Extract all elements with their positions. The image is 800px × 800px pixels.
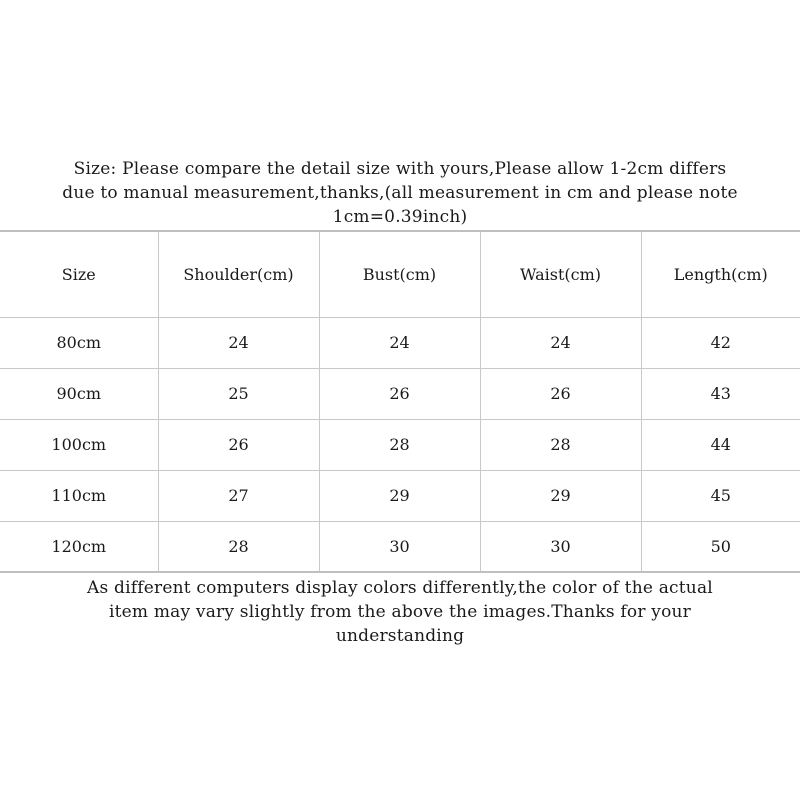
color-disclaimer-note [0, 576, 800, 648]
cell-bust: 29 [319, 470, 480, 521]
cell-waist: 28 [480, 419, 641, 470]
cell-size: 110cm [0, 470, 158, 521]
cell-shoulder: 28 [158, 521, 319, 572]
table-row [0, 521, 800, 572]
cell-length: 44 [641, 419, 800, 470]
cell-shoulder: 27 [158, 470, 319, 521]
cell-waist: 30 [480, 521, 641, 572]
table-row [0, 470, 800, 521]
header-length: Length(cm) [641, 231, 800, 317]
cell-waist: 29 [480, 470, 641, 521]
cell-waist: 26 [480, 368, 641, 419]
cell-length: 45 [641, 470, 800, 521]
cell-shoulder: 25 [158, 368, 319, 419]
cell-size: 100cm [0, 419, 158, 470]
cell-bust: 28 [319, 419, 480, 470]
cell-size: 90cm [0, 368, 158, 419]
table-row [0, 419, 800, 470]
footer-line-2: item may vary slightly from the above the images.Thanks for your [108, 602, 692, 622]
footer-line-1: As different computers display colors differently,the color of the actual [87, 578, 713, 598]
cell-shoulder: 24 [158, 317, 319, 368]
header-waist: Waist(cm) [480, 231, 641, 317]
cell-length: 43 [641, 368, 800, 419]
cell-length: 42 [641, 317, 800, 368]
intro-line-1: Size: Please compare the detail size with yours,Please allow 1-2cm differs [73, 159, 727, 179]
header-bust: Bust(cm) [319, 231, 480, 317]
cell-bust: 30 [319, 521, 480, 572]
intro-line-2: due to manual measurement,thanks,(all measurement in cm and please note [62, 183, 738, 203]
cell-shoulder: 26 [158, 419, 319, 470]
cell-waist: 24 [480, 317, 641, 368]
cell-length: 50 [641, 521, 800, 572]
footer-line-3: understanding [335, 626, 465, 646]
header-shoulder: Shoulder(cm) [158, 231, 319, 317]
cell-size: 80cm [0, 317, 158, 368]
size-chart-table [0, 230, 800, 573]
cell-bust: 26 [319, 368, 480, 419]
table-row [0, 317, 800, 368]
table-header-row [0, 231, 800, 317]
cell-bust: 24 [319, 317, 480, 368]
intro-line-3: 1cm=0.39inch) [332, 207, 468, 227]
header-size: Size [0, 231, 158, 317]
table-row [0, 368, 800, 419]
cell-size: 120cm [0, 521, 158, 572]
size-intro-note [0, 157, 800, 229]
